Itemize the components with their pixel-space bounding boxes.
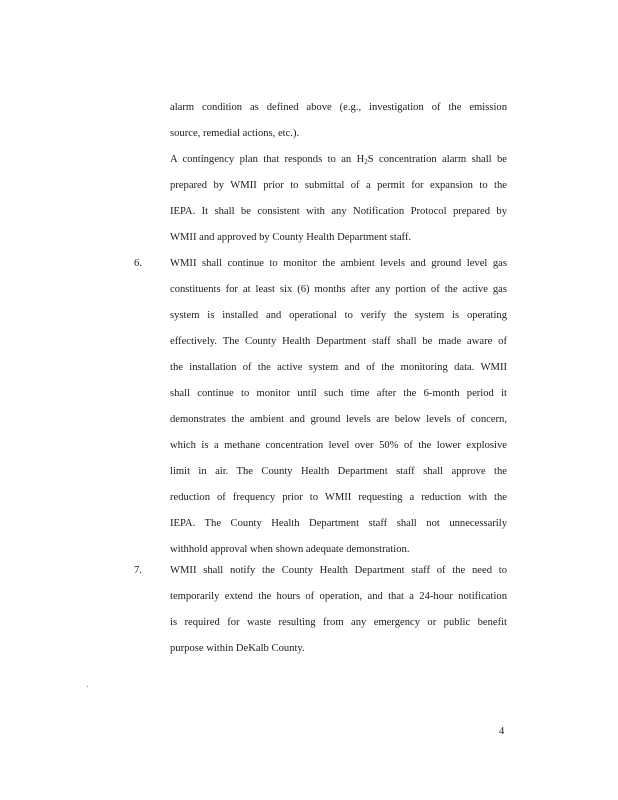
item-number-7: 7.	[134, 565, 142, 576]
text-line-h2s	[170, 152, 507, 168]
text-line: alarm condition as defined above (e.g., investigation of the emission	[170, 102, 507, 113]
text-line: source, remedial actions, etc.).	[170, 128, 300, 139]
text-line: temporarily extend the hours of operation, and that a 24-hour notification	[170, 591, 507, 602]
subscript-two: 2	[364, 158, 368, 166]
item-number-6: 6.	[134, 258, 142, 269]
text-line: limit in air. The County Health Department staff shall approve the	[170, 466, 507, 477]
text-line: purpose within DeKalb County.	[170, 643, 305, 654]
text-line: effectively. The County Health Department staff shall be made aware of	[170, 336, 507, 347]
text-line: system is installed and operational to verify the system is operating	[170, 310, 507, 321]
text-line: reduction of frequency prior to WMII requesting a reduction with the	[170, 492, 507, 503]
text-line: which is a methane concentration level over 50% of the lower explosive	[170, 440, 507, 451]
text-line: demonstrates the ambient and ground levels are below levels of concern,	[170, 414, 507, 425]
scan-speck	[87, 686, 88, 687]
text-line: WMII and approved by County Health Department staff.	[170, 232, 412, 243]
text-line: shall continue to monitor until such time after the 6-month period it	[170, 388, 507, 399]
text-segment: A contingency plan that responds to an H	[170, 154, 365, 165]
text-line: WMII shall notify the County Health Department staff of the need to	[170, 565, 507, 576]
text-line: IEPA. It shall be consistent with any Notification Protocol prepared by	[170, 206, 507, 217]
text-line: the installation of the active system and of the monitoring data. WMII	[170, 362, 507, 373]
text-line: IEPA. The County Health Department staff shall not unnecessarily	[170, 518, 507, 529]
text-line: constituents for at least six (6) months after any portion of the active gas	[170, 284, 507, 295]
page-number: 4	[499, 726, 505, 737]
text-line: is required for waste resulting from any emergency or public benefit	[170, 617, 507, 628]
text-segment: S concentration alarm shall be	[367, 154, 507, 165]
text-line: withhold approval when shown adequate demonstration.	[170, 544, 410, 555]
text-line: WMII shall continue to monitor the ambient levels and ground level gas	[170, 258, 507, 269]
text-line: prepared by WMII prior to submittal of a permit for expansion to the	[170, 180, 507, 191]
